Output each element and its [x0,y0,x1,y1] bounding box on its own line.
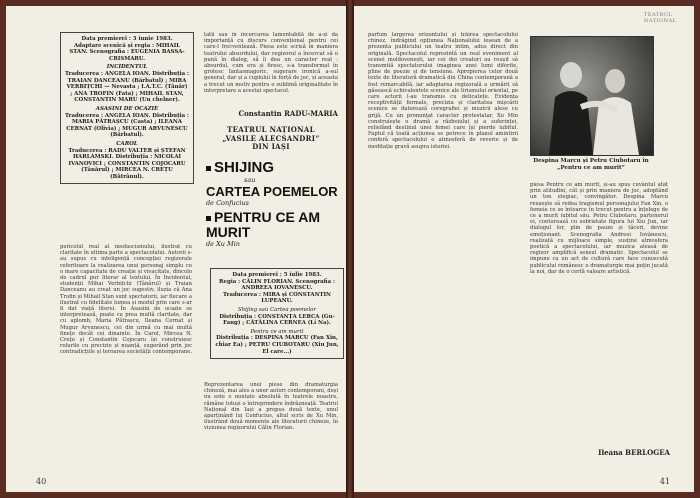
theatre-line-1: TEATRUL NAȚIONAL [227,125,315,134]
review-signature: Ileana BERLOGEA [598,448,670,457]
pentru-cast: Distribuția : DESPINA MARCU (Fan Xin, chiar Ea) ; PETRU CIUBOTARU (Xiu Jun, El care...) [215,335,339,355]
incidentul-cast: Traducerea : ANGELA IOAN. Distribuția : TRAIAN DANCEANU (Bărbatul) ; MIRA VERBIȚCHI — Nevasta ; I.A.T.C. (Tânăr) ; ANA TROFIN (Fata) ; MIHAIL STAN, CONSTANTIN MARU (Un chelner). [65,70,189,104]
left-page [6,6,346,492]
carol-cast: Traducerea : RADU VALTER și ȘTEFAN HARLAMSKI. Distribuția : NICOLAI IVANOVICI ; CONSTANTIN COJOCARU (Tânărul) ; MIRCEA N. CREȚU (Bătrânul). [68,147,186,180]
play1-title: SHIJING [214,159,275,176]
intro-signature: Constantin RADU-MARIA [238,109,338,118]
photo-caption: Despina Marcu și Petru Ciubotaru în „Pentru ce am murit” [533,158,649,171]
page-number-right: 41 [659,477,670,486]
production-photo [530,36,654,156]
right-right-column-body: piesa Pentru ce am murit, și-au spus cuvântul atât prin atitudini, cât și prin maniera de joc, adoptând un ton elegiac, convingător. Despina Marcu reușește să redea tragismul personajului Fan Xin, o femeie ce se întoarce în trecut pentru a înțelege de ce a murit iubitul său. Petru Ciubotaru, partenerul ei, conturează cu sobrietate figura lui Xiu Jun, iar dialogul lor, plin de pauze și tăceri, devine emoționant. Scenografia Andreei Iovănescu, realizată cu mijloace simple, susține atmosfera poetică a spectacolului, iar muzica aleasă de regizor amplifică sensul dramatic. Spectacolul se impune ca un act de cultură care face cunoscută publicului românesc o dramaturgie mai puțin jucată la noi, dar de o certă valoare artistică. [530,182,668,275]
credits-box [60,32,194,184]
translation-credit: Traducerea : MIRA și CONSTANTIN LUPEANU. [223,291,331,305]
carol-title: CAROL [116,140,138,147]
play1-connector: sau [244,176,256,184]
right-page [354,6,694,492]
play2-author: de Xu Min [206,240,240,248]
play-titles [206,160,340,248]
incidentul-title: INCIDENTUL [106,64,148,71]
theatre-heading [204,126,338,152]
play1-author: de Confucius [206,199,249,207]
left-column-body: pericolul real al neofascismului, ilustrat cu claritate în ultima parte a spectacolului. Autorii s-au supus cu inteligență concepției regizorale referitoare la realizarea unui personaj simplu cu o mare capacitate de creație și vivacitate, dincolo de cadrul pur literar al textului. În Incidentul, studenții Mihai Verbițchi (Tânărul) și Traian Danceanu au creat un joc sugestiv, iluzia că Ana Trofin și Mihail Stan sunt spectatorii, iar fiecare a ilustrat cu fidelitate lumea și modul prin care s-ar fi dat viață literei. În Asasini de ocazie se interpretează, poate cu prea multă claritate, dar cu aplomb, Maria Pătrașcu, Ileana Cernat și Mugur Arvunescu, cei din urmă cu mai multă finețe decât cei dinainte. În Carol, Mircea N. Crețu și Constantin Cojocaru își construiesc rolurile cu precizie și nuanță, sugerând prin joc contradicțiile și teroarea societății contemporane. [60,244,192,356]
shijing-cast: Distribuția : CONSTANȚA LERCA (Gu-Fang) ; CĂTĂLINA CERNEA (Li Na). [219,313,335,327]
premiere-date-2: Data premierei : 5 iulie 1983. [232,272,322,278]
theatre-line-3: DIN IAȘI [252,142,290,151]
shijing-title-small: Shijing sau Cartea poemelor [237,306,317,313]
bullet-icon [206,216,211,221]
page-number-left: 40 [36,477,47,486]
director-credit: Regia : CĂLIN FLORIAN. Scenografia : ANDREEA IOVANESCU. [219,278,335,292]
bullet-icon [206,166,211,171]
premiere-date: Data premierei : 3 iunie 1983. [81,36,173,42]
review-intro-body: Reprezentarea unei piese din dramaturgia chineză, mai ales a unor autori contemporani, deși nu este o noutate absolută în teatrele noastre, rămâne totuși o întreprindere îndrăzneață. Teatrul Național din Iași a propus două texte, unul aparținând lui Confucius, altul scris de Xu Min, ilustrând două momente ale literaturii chineze, în viziunea regizorului Călin Florian. [204,382,338,432]
pentru-title-small: Pentru ce am murit [250,328,304,335]
asasini-title: ASASINI DE OCAZIE [95,105,159,112]
theatre-line-2: „VASILE ALECSANDRI” [222,133,320,143]
play1-subtitle: CARTEA POEMELOR [206,184,338,199]
binding-gutter [346,0,354,498]
photo-image [531,37,653,155]
play2-title: PENTRU CE AM MURIT [206,209,321,240]
asasini-cast: Traducerea : ANGELA IOAN. Distribuția : MARIA PĂTRAȘCU (Casta) ; ILEANA CERNAT (Olivia) ; MUGUR ARVUNESCU (Bărbatul). [65,112,189,139]
adaptation-credit: Adaptare scenică și regia : MIHAIL STAN. Scenografia : EUGENIA BASSA-CRISMARU. [69,42,185,62]
right-left-column-body: parfum largerea orizontului și trăirea spectacolului chinez, îndrăgind opțiunea Naționalului ieșean de a prezenta publicului un teatru intim, adus direct din originală. Spectacolul reprezintă un real eveniment al scenei moldovenești, iar cei doi creatori au reușit să transmită spectatorului imaginea unei lumi diferite, pline de poezie și de tensiune. Apropierea celor două texte de literatură dramatică din China contemporană a fost remarcabilă, iar adaptarea regizorală a urmărit să găsească echivalentele scenice ale lirismului oriental, pe care actorii l-au transmis cu delicatețe. Evidența receptivității formale, precizia și claritatea mișcării scenice se datorează coregrafiei și muzicii alese cu grijă. Cu un pronunțat caracter protestatar, Xu Min construiește o dramă a războiului și a suferinței, reliefând destinul unei femei care își pierde iubitul. Faptul că toată acțiunea se petrece în planul amintirii conferă spectacolului o atmosferă de reverie și de meditație gravă asupra istoriei. [368,32,518,150]
intro-paragraph: tatii sau în încercarea lamentabilă de a-și da importanță cu discurs convențional pentru cei care-l frecventează. Piesa este scrisă în maniera teatrului absurdului, dar regizorul a încercat să o pună în dialog, să îi dea un caracter real : absurdul, cum era și firesc, s-a transformat în grotesc fantasmagoric, sugerare ironică a-sul general, dar și a cuplului în forță de joc, și aceasta a trecut un motiv pentru o sublimă originalitate în interpretare a acestui spectacol. [204,32,338,94]
production-credits-box [210,268,344,359]
running-head: TEATRUL NAȚIONAL [644,12,677,24]
